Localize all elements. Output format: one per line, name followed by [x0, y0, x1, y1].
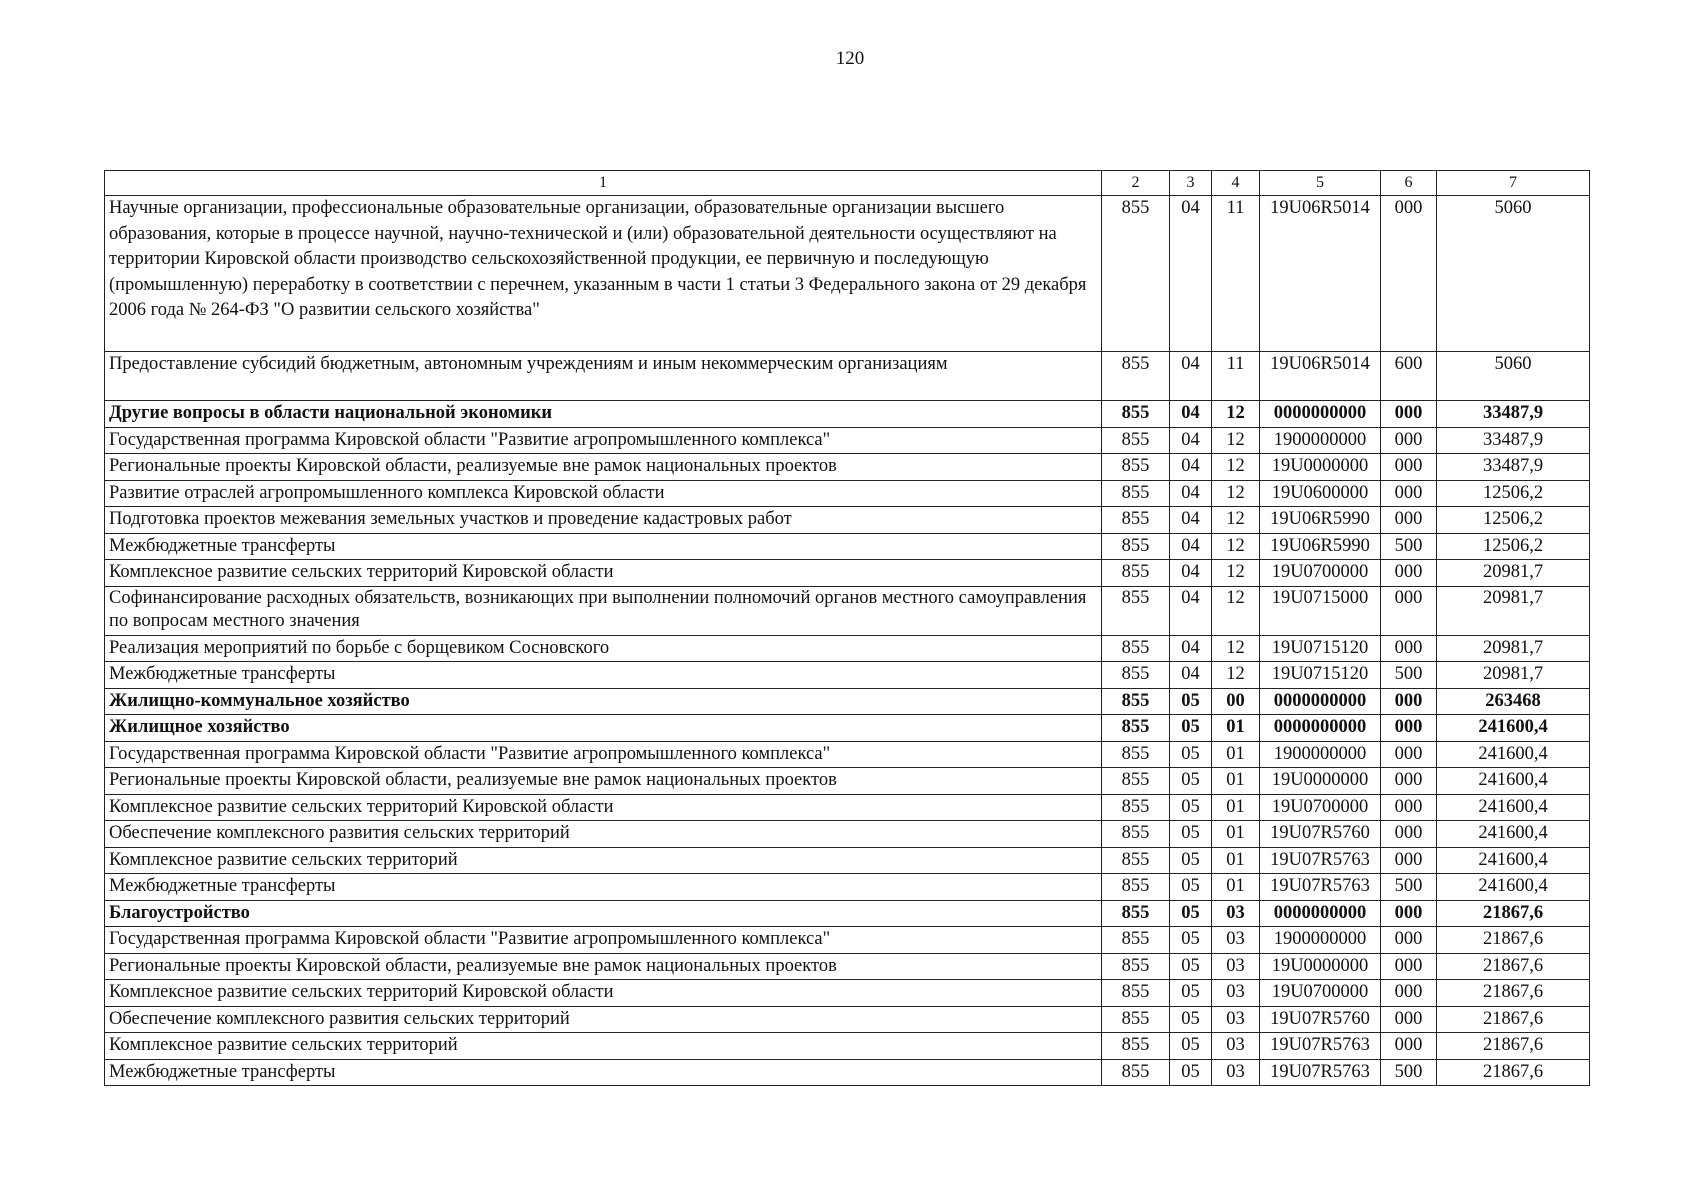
row-code-article: 19U07R5763	[1260, 1033, 1381, 1060]
row-name: Благоустройство	[105, 900, 1102, 927]
row-amount: 21867,6	[1437, 953, 1590, 980]
row-code-article: 19U06R5990	[1260, 533, 1381, 560]
row-code-section: 04	[1170, 635, 1212, 662]
row-amount: 241600,4	[1437, 874, 1590, 901]
row-code-ministry: 855	[1102, 196, 1170, 352]
row-code-expense-type: 500	[1381, 874, 1437, 901]
row-code-ministry: 855	[1102, 480, 1170, 507]
table-row	[105, 507, 1590, 534]
header-cell: 4	[1212, 171, 1260, 196]
row-name: Комплексное развитие сельских территорий Кировской области	[105, 980, 1102, 1007]
table-row	[105, 874, 1590, 901]
row-name: Государственная программа Кировской области "Развитие агропромышленного комплекса"	[105, 927, 1102, 954]
row-code-expense-type: 000	[1381, 741, 1437, 768]
row-code-subsection: 12	[1212, 454, 1260, 481]
row-name: Региональные проекты Кировской области, реализуемые вне рамок национальных проектов	[105, 454, 1102, 481]
row-code-ministry: 855	[1102, 507, 1170, 534]
row-code-subsection: 12	[1212, 635, 1260, 662]
row-code-article: 19U0600000	[1260, 480, 1381, 507]
table-row	[105, 352, 1590, 401]
row-code-expense-type: 000	[1381, 1006, 1437, 1033]
row-code-subsection: 03	[1212, 980, 1260, 1007]
row-code-section: 05	[1170, 1033, 1212, 1060]
row-code-expense-type: 000	[1381, 401, 1437, 428]
row-code-article: 19U0000000	[1260, 454, 1381, 481]
row-amount: 20981,7	[1437, 586, 1590, 635]
row-code-article: 19U06R5014	[1260, 196, 1381, 352]
row-code-ministry: 855	[1102, 927, 1170, 954]
row-code-section: 04	[1170, 507, 1212, 534]
row-amount: 20981,7	[1437, 662, 1590, 689]
row-code-article: 19U0715120	[1260, 635, 1381, 662]
row-code-article: 19U0000000	[1260, 768, 1381, 795]
row-code-subsection: 03	[1212, 927, 1260, 954]
row-name: Межбюджетные трансферты	[105, 874, 1102, 901]
row-code-subsection: 01	[1212, 821, 1260, 848]
row-code-expense-type: 000	[1381, 794, 1437, 821]
row-code-expense-type: 000	[1381, 953, 1437, 980]
row-name: Научные организации, профессиональные образовательные организации, образовательные организации высшего образования, которые в процессе научной, научно-технической и (или) образовательной деятельности осуществляют на территории Кировской области производство сельскохозяйственной продукции, ее первичную и последующую (промышленную) переработку в соответствии с перечнем, указанным в части 1 статьи 3 Федерального закона от 29 декабря 2006 года № 264-ФЗ "О развитии сельского хозяйства"	[105, 196, 1102, 352]
row-code-section: 05	[1170, 927, 1212, 954]
row-code-article: 0000000000	[1260, 401, 1381, 428]
row-code-section: 04	[1170, 427, 1212, 454]
table-row	[105, 794, 1590, 821]
row-code-subsection: 01	[1212, 874, 1260, 901]
table-row	[105, 847, 1590, 874]
row-code-expense-type: 000	[1381, 927, 1437, 954]
row-code-ministry: 855	[1102, 427, 1170, 454]
row-code-section: 04	[1170, 586, 1212, 635]
row-code-subsection: 12	[1212, 662, 1260, 689]
row-amount: 21867,6	[1437, 1006, 1590, 1033]
row-code-expense-type: 000	[1381, 768, 1437, 795]
row-code-ministry: 855	[1102, 586, 1170, 635]
row-amount: 12506,2	[1437, 533, 1590, 560]
row-code-expense-type: 000	[1381, 821, 1437, 848]
row-code-article: 19U0700000	[1260, 794, 1381, 821]
row-amount: 241600,4	[1437, 768, 1590, 795]
row-code-article: 19U07R5760	[1260, 821, 1381, 848]
row-code-section: 05	[1170, 847, 1212, 874]
row-code-ministry: 855	[1102, 662, 1170, 689]
row-name: Обеспечение комплексного развития сельских территорий	[105, 821, 1102, 848]
row-code-ministry: 855	[1102, 688, 1170, 715]
row-code-section: 05	[1170, 1059, 1212, 1086]
row-amount: 12506,2	[1437, 507, 1590, 534]
row-code-expense-type: 000	[1381, 1033, 1437, 1060]
row-code-article: 19U07R5763	[1260, 874, 1381, 901]
row-name: Софинансирование расходных обязательств, возникающих при выполнении полномочий органов местного самоуправления по вопросам местного значения	[105, 586, 1102, 635]
row-code-article: 0000000000	[1260, 900, 1381, 927]
row-name: Государственная программа Кировской области "Развитие агропромышленного комплекса"	[105, 427, 1102, 454]
row-code-section: 04	[1170, 196, 1212, 352]
row-amount: 241600,4	[1437, 715, 1590, 742]
row-code-ministry: 855	[1102, 980, 1170, 1007]
row-name: Межбюджетные трансферты	[105, 1059, 1102, 1086]
row-code-article: 1900000000	[1260, 927, 1381, 954]
row-code-ministry: 855	[1102, 533, 1170, 560]
row-name: Государственная программа Кировской области "Развитие агропромышленного комплекса"	[105, 741, 1102, 768]
header-cell: 1	[105, 171, 1102, 196]
row-code-article: 19U0715000	[1260, 586, 1381, 635]
row-code-subsection: 03	[1212, 953, 1260, 980]
row-amount: 263468	[1437, 688, 1590, 715]
row-code-ministry: 855	[1102, 900, 1170, 927]
table-row	[105, 953, 1590, 980]
row-code-section: 05	[1170, 953, 1212, 980]
row-amount: 12506,2	[1437, 480, 1590, 507]
table-row	[105, 196, 1590, 352]
table-row	[105, 1059, 1590, 1086]
row-code-ministry: 855	[1102, 874, 1170, 901]
row-amount: 241600,4	[1437, 741, 1590, 768]
row-code-article: 0000000000	[1260, 688, 1381, 715]
row-code-ministry: 855	[1102, 352, 1170, 401]
row-code-subsection: 12	[1212, 427, 1260, 454]
row-name: Жилищно-коммунальное хозяйство	[105, 688, 1102, 715]
row-amount: 33487,9	[1437, 454, 1590, 481]
row-code-section: 04	[1170, 533, 1212, 560]
row-code-expense-type: 000	[1381, 715, 1437, 742]
row-code-ministry: 855	[1102, 715, 1170, 742]
row-amount: 21867,6	[1437, 927, 1590, 954]
row-code-section: 05	[1170, 715, 1212, 742]
row-name: Межбюджетные трансферты	[105, 662, 1102, 689]
row-code-section: 05	[1170, 794, 1212, 821]
table-row	[105, 401, 1590, 428]
row-name: Межбюджетные трансферты	[105, 533, 1102, 560]
row-code-expense-type: 000	[1381, 427, 1437, 454]
header-cell: 5	[1260, 171, 1381, 196]
table-row	[105, 533, 1590, 560]
table-row	[105, 427, 1590, 454]
table-row	[105, 688, 1590, 715]
row-code-ministry: 855	[1102, 1033, 1170, 1060]
row-code-article: 19U06R5990	[1260, 507, 1381, 534]
row-code-section: 05	[1170, 980, 1212, 1007]
row-code-subsection: 03	[1212, 1059, 1260, 1086]
row-code-expense-type: 600	[1381, 352, 1437, 401]
row-code-subsection: 01	[1212, 794, 1260, 821]
row-code-subsection: 11	[1212, 352, 1260, 401]
row-code-expense-type: 000	[1381, 196, 1437, 352]
table-row	[105, 900, 1590, 927]
row-code-article: 19U07R5763	[1260, 847, 1381, 874]
row-code-subsection: 01	[1212, 715, 1260, 742]
row-code-section: 05	[1170, 741, 1212, 768]
row-name: Комплексное развитие сельских территорий Кировской области	[105, 560, 1102, 587]
row-code-expense-type: 000	[1381, 980, 1437, 1007]
row-code-ministry: 855	[1102, 1059, 1170, 1086]
row-code-ministry: 855	[1102, 741, 1170, 768]
row-code-subsection: 01	[1212, 847, 1260, 874]
row-code-section: 05	[1170, 900, 1212, 927]
row-code-subsection: 00	[1212, 688, 1260, 715]
row-amount: 21867,6	[1437, 1033, 1590, 1060]
table-row	[105, 1033, 1590, 1060]
table-row	[105, 1006, 1590, 1033]
row-code-subsection: 12	[1212, 560, 1260, 587]
row-code-article: 19U0000000	[1260, 953, 1381, 980]
table-row	[105, 980, 1590, 1007]
row-code-ministry: 855	[1102, 794, 1170, 821]
row-code-expense-type: 500	[1381, 1059, 1437, 1086]
row-code-ministry: 855	[1102, 768, 1170, 795]
table-row	[105, 662, 1590, 689]
row-code-article: 1900000000	[1260, 427, 1381, 454]
row-amount: 21867,6	[1437, 1059, 1590, 1086]
row-amount: 241600,4	[1437, 847, 1590, 874]
row-code-article: 19U07R5760	[1260, 1006, 1381, 1033]
row-code-article: 1900000000	[1260, 741, 1381, 768]
row-code-section: 05	[1170, 1006, 1212, 1033]
row-code-section: 04	[1170, 352, 1212, 401]
row-code-subsection: 01	[1212, 768, 1260, 795]
row-code-section: 04	[1170, 662, 1212, 689]
row-code-subsection: 12	[1212, 533, 1260, 560]
row-code-subsection: 03	[1212, 1033, 1260, 1060]
row-code-article: 19U07R5763	[1260, 1059, 1381, 1086]
row-code-article: 19U0715120	[1260, 662, 1381, 689]
table-row	[105, 454, 1590, 481]
header-cell: 3	[1170, 171, 1212, 196]
row-code-expense-type: 500	[1381, 662, 1437, 689]
row-amount: 241600,4	[1437, 821, 1590, 848]
row-code-ministry: 855	[1102, 1006, 1170, 1033]
table-row	[105, 560, 1590, 587]
row-name: Обеспечение комплексного развития сельских территорий	[105, 1006, 1102, 1033]
row-code-ministry: 855	[1102, 821, 1170, 848]
row-code-subsection: 12	[1212, 507, 1260, 534]
row-name: Подготовка проектов межевания земельных участков и проведение кадастровых работ	[105, 507, 1102, 534]
row-code-subsection: 12	[1212, 586, 1260, 635]
row-name: Предоставление субсидий бюджетным, автономным учреждениям и иным некоммерческим организациям	[105, 352, 1102, 401]
header-cell: 2	[1102, 171, 1170, 196]
row-code-subsection: 03	[1212, 1006, 1260, 1033]
row-code-expense-type: 000	[1381, 635, 1437, 662]
row-code-expense-type: 000	[1381, 480, 1437, 507]
table-row	[105, 480, 1590, 507]
row-amount: 5060	[1437, 352, 1590, 401]
table-row	[105, 821, 1590, 848]
row-code-section: 04	[1170, 480, 1212, 507]
row-code-section: 05	[1170, 821, 1212, 848]
row-code-subsection: 03	[1212, 900, 1260, 927]
row-code-section: 05	[1170, 688, 1212, 715]
row-code-expense-type: 000	[1381, 507, 1437, 534]
table-row	[105, 927, 1590, 954]
row-code-article: 0000000000	[1260, 715, 1381, 742]
row-name: Жилищное хозяйство	[105, 715, 1102, 742]
row-name: Другие вопросы в области национальной экономики	[105, 401, 1102, 428]
row-code-ministry: 855	[1102, 953, 1170, 980]
row-code-ministry: 855	[1102, 847, 1170, 874]
page-number: 120	[835, 48, 865, 69]
row-name: Региональные проекты Кировской области, реализуемые вне рамок национальных проектов	[105, 768, 1102, 795]
row-code-article: 19U0700000	[1260, 560, 1381, 587]
row-code-ministry: 855	[1102, 560, 1170, 587]
header-cell: 6	[1381, 171, 1437, 196]
row-code-subsection: 12	[1212, 480, 1260, 507]
row-code-section: 05	[1170, 768, 1212, 795]
row-amount: 20981,7	[1437, 560, 1590, 587]
table-row	[105, 586, 1590, 635]
row-amount: 20981,7	[1437, 635, 1590, 662]
table-row	[105, 715, 1590, 742]
row-amount: 33487,9	[1437, 401, 1590, 428]
budget-table	[104, 170, 1590, 1086]
row-code-article: 19U06R5014	[1260, 352, 1381, 401]
row-code-expense-type: 000	[1381, 688, 1437, 715]
row-name: Развитие отраслей агропромышленного комплекса Кировской области	[105, 480, 1102, 507]
row-code-section: 04	[1170, 454, 1212, 481]
table-row	[105, 635, 1590, 662]
row-code-expense-type: 000	[1381, 560, 1437, 587]
row-code-subsection: 01	[1212, 741, 1260, 768]
table-row	[105, 768, 1590, 795]
row-code-expense-type: 000	[1381, 847, 1437, 874]
row-code-section: 04	[1170, 560, 1212, 587]
row-name: Комплексное развитие сельских территорий Кировской области	[105, 794, 1102, 821]
row-amount: 5060	[1437, 196, 1590, 352]
table-header-row	[105, 171, 1590, 196]
row-name: Реализация мероприятий по борьбе с борщевиком Сосновского	[105, 635, 1102, 662]
row-amount: 21867,6	[1437, 980, 1590, 1007]
row-name: Комплексное развитие сельских территорий	[105, 847, 1102, 874]
row-amount: 21867,6	[1437, 900, 1590, 927]
row-code-subsection: 12	[1212, 401, 1260, 428]
header-cell: 7	[1437, 171, 1590, 196]
row-code-article: 19U0700000	[1260, 980, 1381, 1007]
row-code-ministry: 855	[1102, 454, 1170, 481]
row-code-ministry: 855	[1102, 635, 1170, 662]
row-code-expense-type: 000	[1381, 454, 1437, 481]
row-code-expense-type: 000	[1381, 900, 1437, 927]
row-code-subsection: 11	[1212, 196, 1260, 352]
row-code-section: 04	[1170, 401, 1212, 428]
row-name: Комплексное развитие сельских территорий	[105, 1033, 1102, 1060]
row-code-expense-type: 500	[1381, 533, 1437, 560]
row-code-expense-type: 000	[1381, 586, 1437, 635]
row-amount: 33487,9	[1437, 427, 1590, 454]
row-code-ministry: 855	[1102, 401, 1170, 428]
row-name: Региональные проекты Кировской области, реализуемые вне рамок национальных проектов	[105, 953, 1102, 980]
row-amount: 241600,4	[1437, 794, 1590, 821]
row-code-section: 05	[1170, 874, 1212, 901]
table-row	[105, 741, 1590, 768]
